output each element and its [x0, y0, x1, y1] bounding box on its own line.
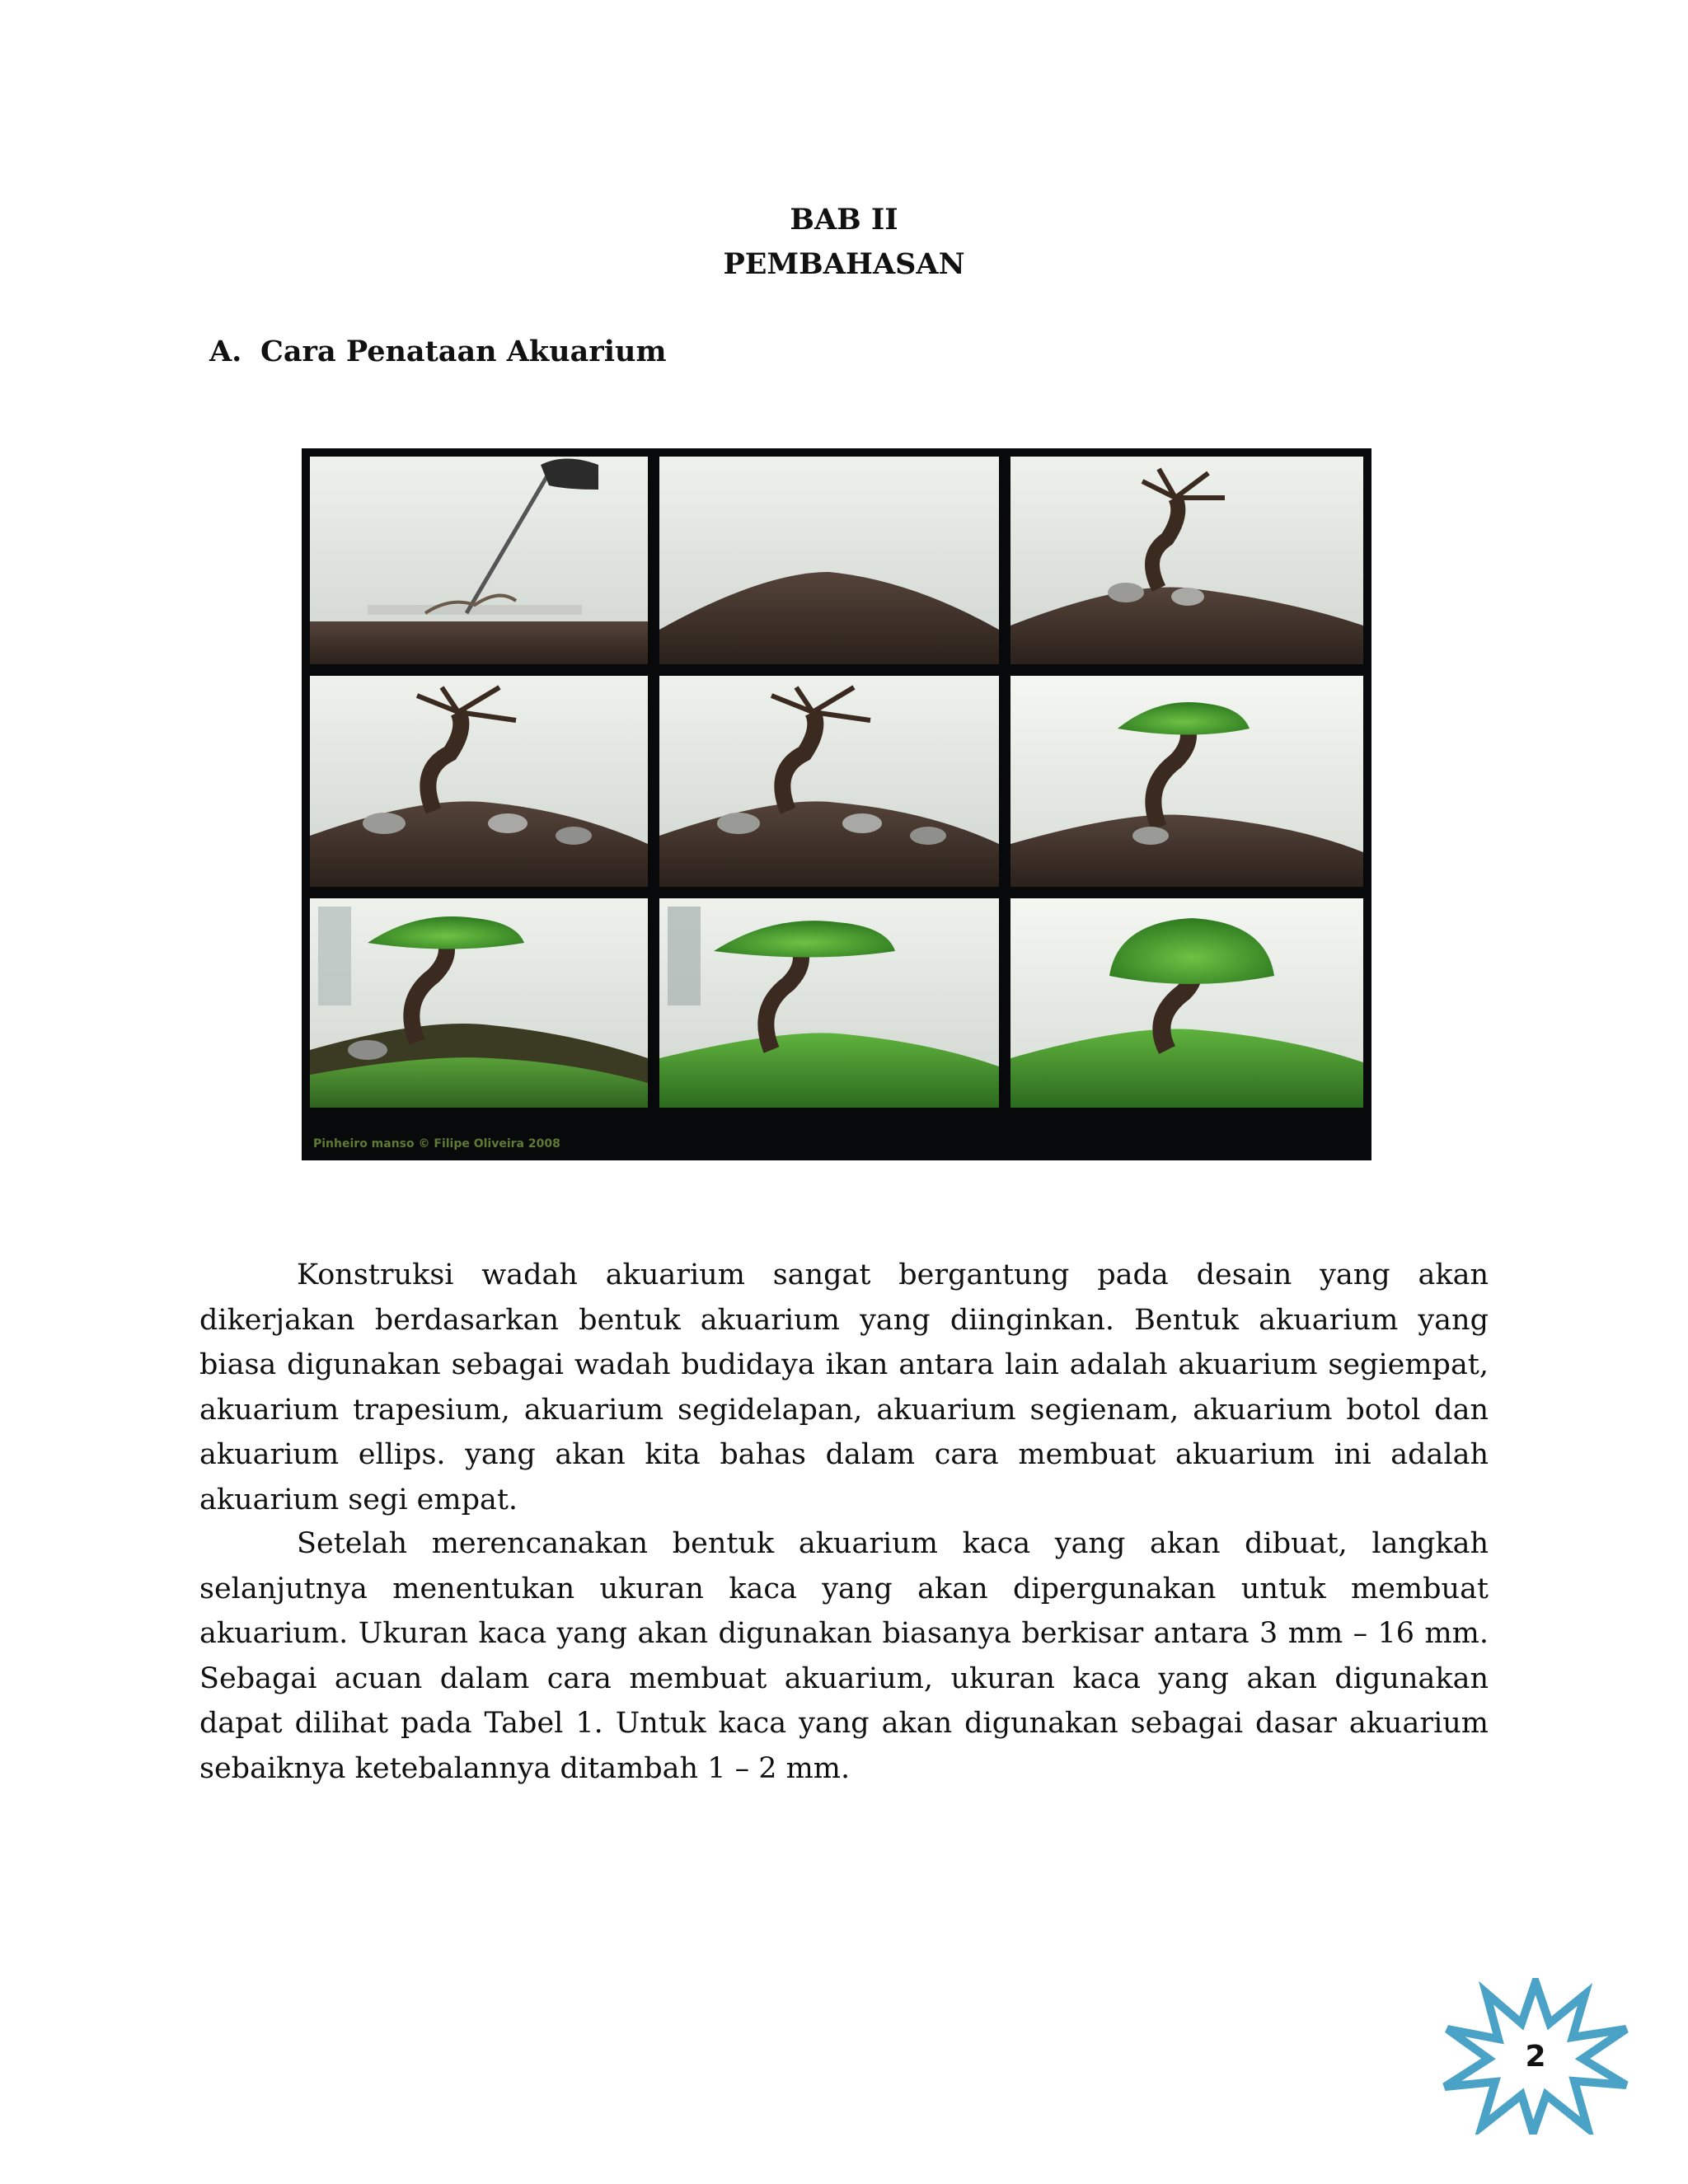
section-heading	[209, 330, 667, 374]
section-title: Cara Penataan Akuarium	[260, 335, 667, 368]
chapter-label: BAB II	[790, 203, 898, 237]
page-number: 2	[1525, 2039, 1546, 2074]
paragraph-2: Setelah merencanakan bentuk akuarium kaca yang akan dibuat, langkah selanjutnya menentukan ukuran kaca yang akan dipergunakan untuk membuat akuarium. Ukuran kaca yang akan digunakan biasanya berkisar antara 3 mm – 16 mm. Sebagai acuan dalam cara membuat akuarium, ukuran kaca yang akan digunakan dapat dilihat pada Tabel 1. Untuk kaca yang akan digunakan sebagai dasar akuarium sebaiknya ketebalannya ditambah 1 – 2 mm.	[199, 1527, 1489, 1785]
aquarium-step-8	[659, 898, 999, 1108]
section-letter: A.	[209, 335, 242, 368]
aquarium-step-2	[659, 457, 999, 664]
aquarium-setup-photo-grid	[302, 448, 1372, 1160]
aquarium-step-9	[1010, 898, 1363, 1108]
paragraph-1: Konstruksi wadah akuarium sangat bergantung pada desain yang akan dikerjakan berdasarkan bentuk akuarium yang diinginkan. Bentuk akuarium yang biasa digunakan sebagai wadah budidaya ikan antara lain adalah akuarium segiempat, akuarium trapesium, akuarium segidelapan, akuarium segienam, akuarium botol dan akuarium ellips. yang akan kita bahas dalam cara membuat akuarium ini adalah akuarium segi empat.	[199, 1258, 1489, 1516]
chapter-title: PEMBAHASAN	[723, 247, 965, 281]
aquarium-step-7	[310, 898, 648, 1108]
aquarium-step-1	[310, 457, 648, 664]
aquarium-step-6	[1010, 676, 1363, 887]
aquarium-step-3	[1010, 457, 1363, 664]
figure-credit: Pinheiro manso © Filipe Oliveira 2008	[313, 1137, 560, 1151]
aquarium-step-4	[310, 676, 648, 887]
aquarium-step-5	[659, 676, 999, 887]
